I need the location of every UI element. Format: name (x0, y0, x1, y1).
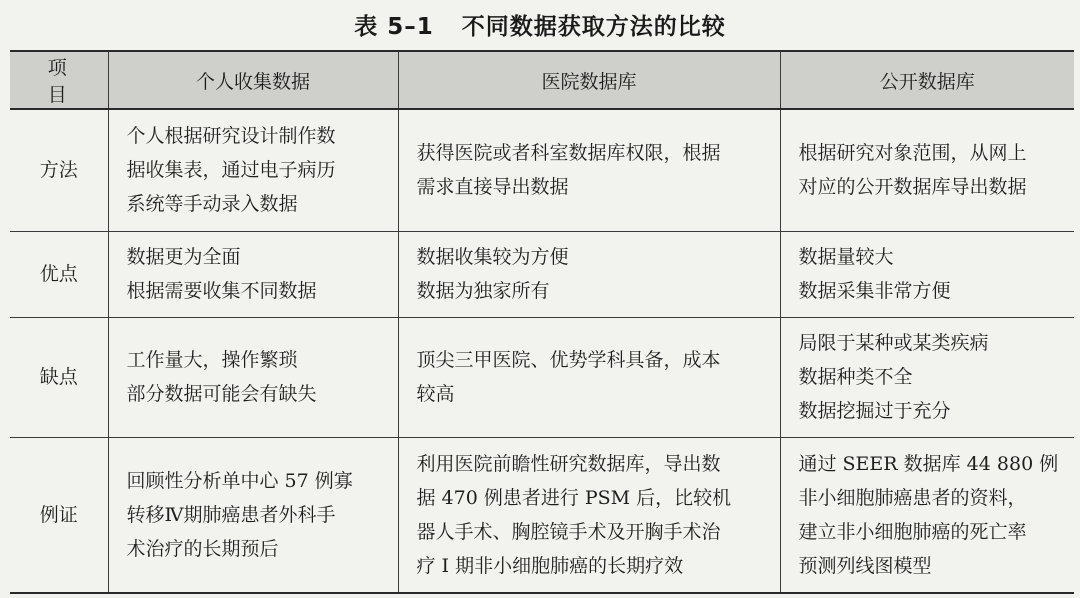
row-label: 优点 (10, 231, 108, 317)
table-cell (780, 437, 1074, 593)
cell-text-line: 数据更为全面 (126, 246, 241, 268)
cell-text-line: 建立非小细胞肺癌的死亡率 (798, 520, 1027, 543)
cell-text-line: 根据需要收集不同数据 (126, 280, 317, 302)
header-public-database: 公开数据库 (780, 51, 1074, 109)
row-label: 例证 (10, 437, 108, 593)
row-disadvantages (10, 317, 1074, 437)
row-examples (10, 437, 1074, 593)
table-caption (0, 8, 1080, 41)
table-cell (398, 317, 780, 437)
table-cell (108, 231, 398, 317)
table-cell (398, 109, 780, 231)
cell-text-line: 据 470 例患者进行 PSM 后，比较机 (416, 486, 732, 509)
cell-text-line: 较高 (416, 383, 455, 405)
table-cell (108, 317, 398, 437)
cell-text-line: 数据量较大 (798, 246, 894, 268)
cell-text-line: 需求直接导出数据 (416, 176, 569, 199)
header-row (10, 51, 1074, 109)
table-title: 不同数据获取方法的比较 (461, 14, 726, 40)
table-cell (398, 437, 780, 593)
row-label: 缺点 (10, 317, 108, 437)
cell-text-line: 对应的公开数据库导出数据 (798, 176, 1027, 199)
cell-text-line: 数据采集非常方便 (798, 280, 951, 302)
table-cell (780, 231, 1074, 317)
row-method (10, 109, 1074, 231)
cell-text-line: 系统等手动录入数据 (126, 193, 298, 216)
header-hospital-database: 医院数据库 (398, 51, 780, 109)
cell-text-line: 转移Ⅳ期肺癌患者外科手 (126, 503, 336, 526)
table-number: 表 5–1 (354, 14, 434, 40)
cell-text-line: 非小细胞肺癌患者的资料， (798, 486, 1027, 509)
cell-text-line: 疗 Ⅰ 期非小细胞肺癌的长期疗效 (416, 554, 684, 577)
table-cell (108, 437, 398, 593)
header-item: 项 目 (10, 51, 108, 109)
cell-text-line: 器人手术、胸腔镜手术及开胸手术治 (416, 520, 721, 543)
cell-text-line: 数据收集较为方便 (416, 246, 569, 268)
cell-text-line: 预测列线图模型 (798, 554, 932, 577)
cell-text-line: 工作量大，操作繁琐 (126, 349, 298, 371)
row-label: 方法 (10, 109, 108, 231)
table-cell (108, 109, 398, 231)
cell-text-line: 术治疗的长期预后 (126, 537, 279, 560)
cell-text-line: 根据研究对象范围，从网上 (798, 142, 1027, 165)
cell-text-line: 顶尖三甲医院、优势学科具备，成本 (416, 349, 721, 371)
comparison-table (10, 50, 1074, 594)
table-cell (398, 231, 780, 317)
cell-text-line: 据收集表，通过电子病历 (126, 159, 336, 182)
cell-text-line: 数据为独家所有 (416, 280, 550, 302)
cell-text-line: 利用医院前瞻性研究数据库，导出数 (416, 452, 721, 475)
cell-text-line: 个人根据研究设计制作数 (126, 125, 336, 148)
cell-text-line: 通过 SEER 数据库 44 880 例 (798, 452, 1059, 475)
table-cell (780, 317, 1074, 437)
cell-text-line: 获得医院或者科室数据库权限，根据 (416, 142, 721, 165)
cell-text-line: 回顾性分析单中心 57 例寡 (126, 469, 353, 492)
cell-text-line: 数据挖掘过于充分 (798, 400, 951, 422)
row-advantages (10, 231, 1074, 317)
cell-text-line: 部分数据可能会有缺失 (126, 383, 317, 405)
cell-text-line: 数据种类不全 (798, 366, 913, 388)
cell-text-line: 局限于某种或某类疾病 (798, 332, 989, 354)
header-personal-collection: 个人收集数据 (108, 51, 398, 109)
table-cell (780, 109, 1074, 231)
